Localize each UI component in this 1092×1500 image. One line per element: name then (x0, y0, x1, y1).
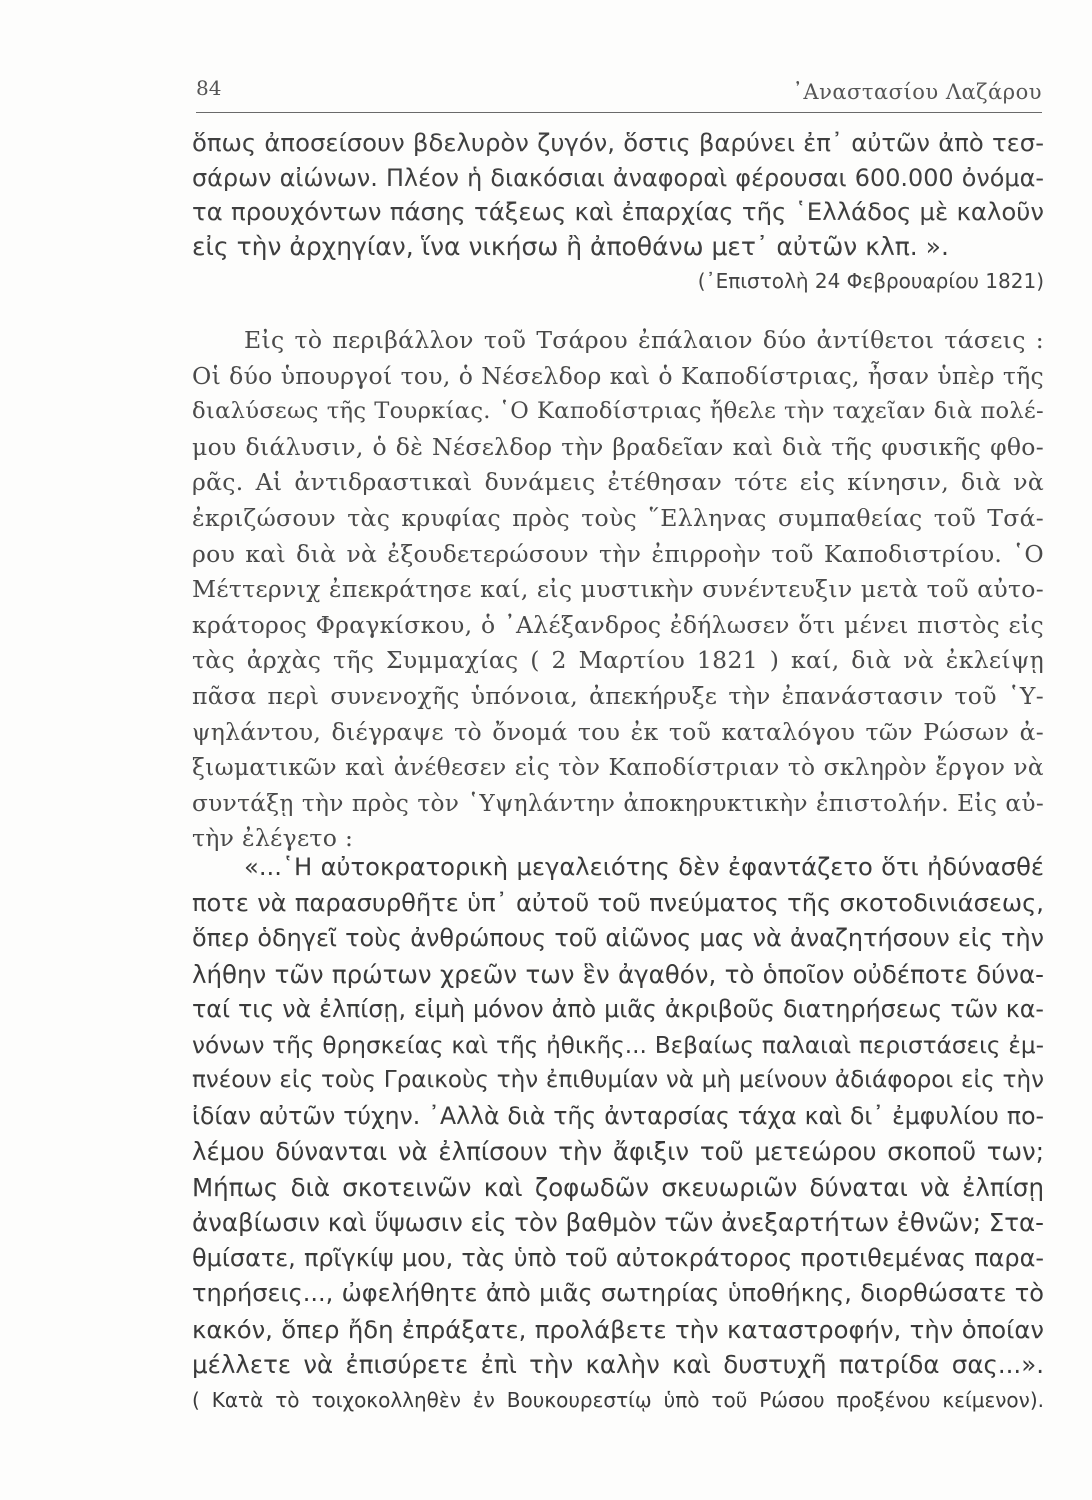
text-line: Μήπως διὰ σκοτεινῶν καὶ ζοφωδῶν σκευωριῶν δύναται νὰ ἐλπίσῃ (192, 1172, 1044, 1202)
text-line: Οἱ δύο ὑπουργοί του, ὁ Νέσελδορ καὶ ὁ Καποδίστριας, ἦσαν ὑπὲρ τῆς (192, 361, 1044, 390)
text-line: εἰς τὴν ἀρχηγίαν, ἵνα νικήσω ἢ ἀποθάνω μετ᾿ αὐτῶν κλπ. ». (192, 231, 949, 261)
text-line: κράτορος Φραγκίσκου, ὁ ᾿Αλέξανδρος ἐδήλωσεν ὅτι μένει πιστὸς εἰς (192, 610, 1044, 639)
page-number: 84 (196, 76, 222, 100)
text-line: λήθην τῶν πρώτων χρεῶν των ἓν ἀγαθόν, τὸ ὁποῖον οὐδέποτε δύνα- (192, 959, 1044, 989)
text-line: θμίσατε, πρῖγκίψ μου, τὰς ὑπὸ τοῦ αὐτοκράτορος προτιθεμένας παρα- (192, 1243, 1044, 1272)
text-line: μου διάλυσιν, ὁ δὲ Νέσελδορ τὴν βραδεῖαν καὶ διὰ τῆς φυσικῆς φθο- (192, 432, 1044, 461)
text-line: ξιωματικῶν καὶ ἀνέθεσεν εἰς τὸν Καποδίστριαν τὸ σκληρὸν ἔργον νὰ (192, 753, 1044, 782)
text-line: ἀναβίωσιν καὶ ὕψωσιν εἰς τὸν βαθμὸν τῶν ἀνεξαρτήτων ἐθνῶν; Στα- (192, 1208, 1044, 1237)
running-head: ᾿Αναστασίου Λαζάρου (792, 80, 1042, 104)
text-line: ποτε νὰ παρασυρθῆτε ὑπ᾿ αὐτοῦ τοῦ πνεύματος τῆς σκοτοδινιάσεως, (192, 888, 1044, 917)
text-line: ταί τις νὰ ἐλπίσῃ, εἰμὴ μόνον ἀπὸ μιᾶς ἀκριβοῦς διατηρήσεως τῶν κα- (192, 995, 1044, 1023)
page-header (196, 72, 1042, 113)
text-line: διαλύσεως τῆς Τουρκίας. ῾Ο Καποδίστριας ἤθελε τὴν ταχεῖαν διὰ πολέ- (192, 398, 1044, 425)
quoted-proclamation (192, 850, 1044, 1418)
text-line: συντάξῃ τὴν πρὸς τὸν ῾Υψηλάντην ἀποκηρυκτικὴν ἐπιστολήν. Εἰς αὐ- (192, 789, 1044, 817)
text-line: κακόν, ὅπερ ἤδη ἐπράξατε, προλάβετε τὴν καταστροφήν, τὴν ὁποίαν (192, 1314, 1044, 1344)
text-line: ἐκριζώσουν τὰς κρυφίας πρὸς τοὺς ῞Ελληνας συμπαθείας τοῦ Τσά- (192, 503, 1044, 532)
text-line: ὅπερ ὁδηγεῖ τοὺς ἀνθρώπους τοῦ αἰῶνος μας νὰ ἀναζητήσουν εἰς τὴν (192, 924, 1044, 952)
text-line: Μέττερνιχ ἐπεκράτησε καί, εἰς μυστικὴν συνέντευξιν μετὰ τοῦ αὐτο- (192, 575, 1044, 604)
text-line: μέλλετε νὰ ἐπισύρετε ἐπὶ τὴν καλὴν καὶ δυστυχῆ πατρίδα σας...». (192, 1350, 1044, 1379)
text-line: νόνων τῆς θρησκείας καὶ τῆς ἠθικῆς... Βεβαίως παλαιαὶ περιστάσεις ἐμ- (192, 1031, 1044, 1059)
text-line: λέμου δύνανται νὰ ἐλπίσουν τὴν ἄφιξιν τοῦ μετεώρου σκοποῦ των; (192, 1137, 1044, 1166)
text-line: ἰδίαν αὐτῶν τύχην. ᾿Αλλὰ διὰ τῆς ἀνταρσίας τάχα καὶ δι᾿ ἐμφυλίου πο- (192, 1101, 1044, 1130)
text-line: τὴν ἐλέγετο : (192, 824, 354, 853)
text-line: σάρων αἰώνων. Πλέον ἡ διακόσιαι ἀναφοραὶ φέρουσαι 600.000 ὀνόμα- (192, 163, 1044, 192)
letter-citation: (᾿Επιστολὴ 24 Φεβρουαρίου 1821) (697, 269, 1044, 293)
text-line: πνέουν εἰς τοὺς Γραικοὺς τὴν ἐπιθυμίαν νὰ μὴ μείνουν ἀδιάφοροι εἰς τὴν (192, 1067, 1044, 1093)
text-line: Εἰς τὸ περιβάλλον τοῦ Τσάρου ἐπάλαιον δύο ἀντίθετοι τάσεις : (244, 326, 1044, 354)
body-paragraph (192, 323, 1044, 857)
text-line: ὅπως ἀποσείσουν βδελυρὸν ζυγόν, ὅστις βαρύνει ἐπ᾿ αὐτῶν ἀπὸ τεσ- (192, 128, 1044, 157)
text-line: «...῾Η αὐτοκρατορικὴ μεγαλειότης δὲν ἐφαντάζετο ὅτι ἠδύνασθέ (244, 853, 1044, 881)
source-note: ( Κατὰ τὸ τοιχοκολληθὲν ἐν Βουκουρεστίῳ ὑπὸ τοῦ Ρώσου προξένου κείμενον). (192, 1387, 1044, 1412)
text-line: ρᾶς. Αἱ ἀντιδραστικαὶ δυνάμεις ἐτέθησαν τότε εἰς κίνησιν, διὰ νὰ (192, 468, 1044, 497)
text-line: τὰς ἀρχὰς τῆς Συμμαχίας ( 2 Μαρτίου 1821 ) καί, διὰ νὰ ἐκλείψῃ (192, 646, 1044, 675)
text-line: ρου καὶ διὰ νὰ ἐξουδετερώσουν τὴν ἐπιρροὴν τοῦ Καποδιστρίου. ῾Ο (192, 539, 1044, 568)
text-line: ψηλάντου, διέγραψε τὸ ὄνομά του ἐκ τοῦ καταλόγου τῶν Ρώσων ἀ- (192, 717, 1044, 746)
letter-excerpt (192, 126, 1044, 299)
text-line: πᾶσα περὶ συνενοχῆς ὑπόνοια, ἀπεκήρυξε τὴν ἐπανάστασιν τοῦ ῾Υ- (192, 681, 1044, 710)
text-line: τηρήσεις..., ὠφελήθητε ἀπὸ μιᾶς σωτηρίας ὑποθήκης, διορθώσατε τὸ (192, 1279, 1044, 1307)
text-line: τα προυχόντων πάσης τάξεως καὶ ἐπαρχίας τῆς ῾Ελλάδος μὲ καλοῦν (192, 197, 1044, 226)
